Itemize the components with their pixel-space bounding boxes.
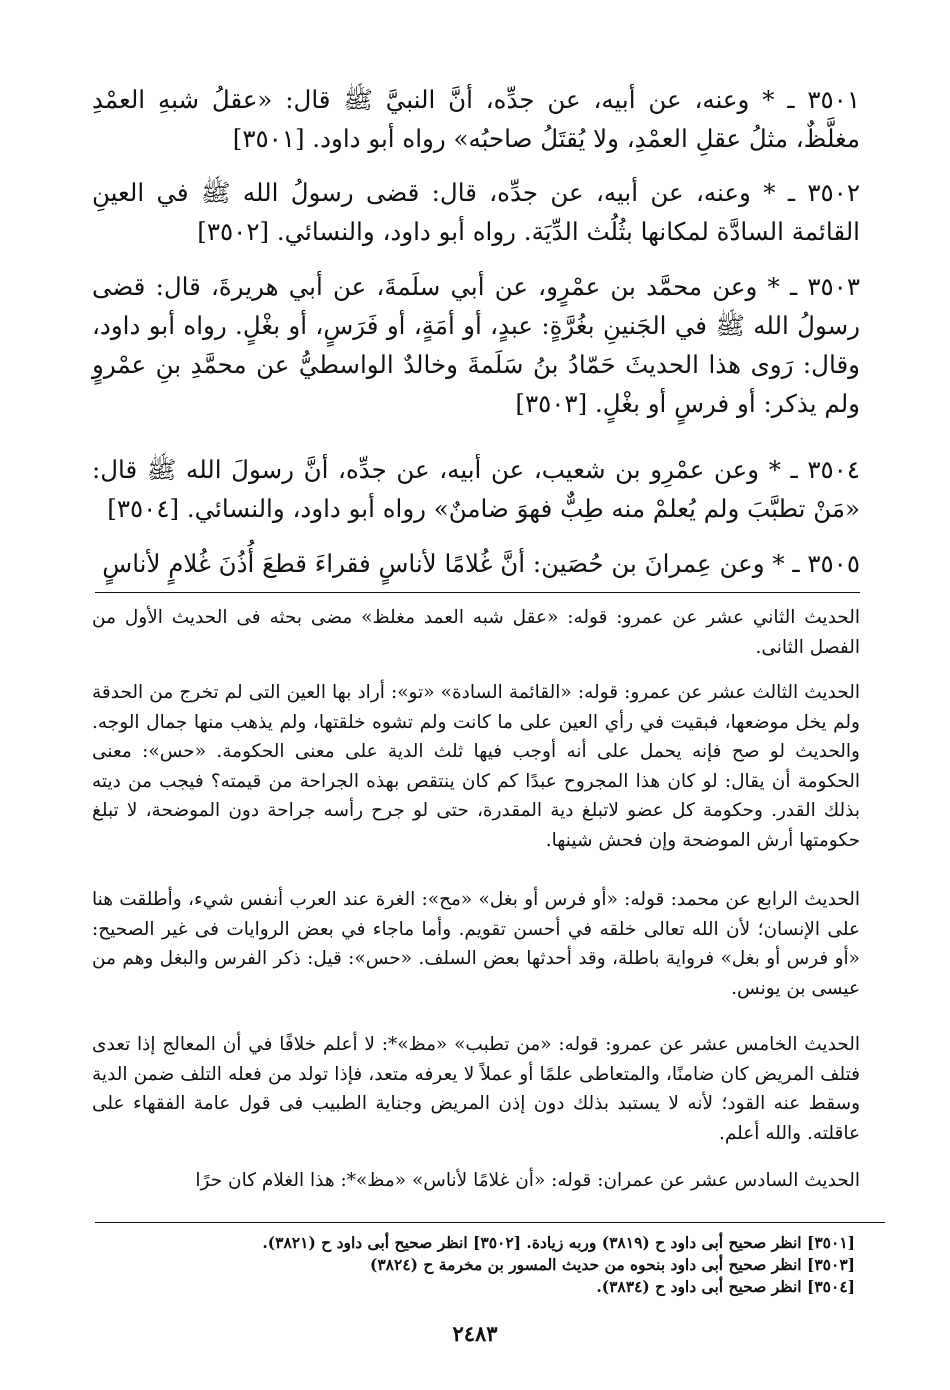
hadith-text: ٣٥٠٢ ـ * وعنه، عن أبيه، عن جدِّه، قال: قضى رسولُ الله ﷺ في العينِ القائمة السادَّة لمكانها بثُلُث الدِّيَة. رواه أبو داود، والنسائي. [٣٥٠٢] — [92, 178, 860, 246]
footnote-3501-3502: [٣٥٠١] انظر صحيح أبى داود ح (٣٨١٩) وربه زيادة. [٣٥٠٢] انظر صحيح أبى داود ح (٣٨٢١). — [262, 1233, 855, 1252]
commentary-14 — [92, 885, 860, 1003]
commentary-text: الحديث الثالث عشر عن عمرو: قوله: «القائمة السادة» «تو»: أراد بها العين التى لم تخرج من الحدقة ولم يخل موضعها، فبقيت في رأي العين على ما كانت ولم تشوه خلقتها، ولم يذهب منها جمال الوجه. والحديث لو صح فإنه يحمل على أنه أوجب فيها ثلث الدية على معنى الحكومة. «حس»: معنى الحكومة أن يقال: لو كان هذا المجروح عبدًا كم كان ينتقص بهذه الجراحة من قيمته؟ فيجب من ديته بذلك القدر. وحكومة كل عضو لاتبلغ دية المقدرة، حتى لو جرح رأسه جراحة دون الموضحة، لا تبلغ حكومتها أرش الموضحة وإن فحش شينها. — [92, 682, 860, 851]
commentary-15 — [92, 1030, 860, 1148]
commentary-12 — [92, 603, 860, 662]
hadith-3502 — [92, 173, 860, 251]
commentary-16 — [92, 1166, 860, 1196]
hadith-3501 — [92, 80, 860, 158]
footnote-3503: [٣٥٠٣] انظر صحيح أبى داود بنحوه من حديث المسور بن مخرمة ح (٣٨٢٤) — [370, 1255, 855, 1274]
footnote-separator — [95, 1222, 885, 1223]
commentary-text: الحديث الرابع عن محمد: قوله: «أو فرس أو بغل» «مح»: الغرة عند العرب أنفس شيء، وأطلقت هنا على الإنسان؛ لأن الله تعالى خلقه في أحسن تقويم. وأما ماجاء في بعض الروايات فى غير الصحيح: «أو فرس أو بغل» فرواية باطلة، وقد أحدثها بعض السلف. «حس»: قيل: ذكر الفرس والبغل وهم من عيسى بن يونس. — [92, 889, 860, 999]
commentary-13 — [92, 678, 860, 855]
hadith-3505 — [92, 544, 860, 583]
footnote-3504: [٣٥٠٤] انظر صحيح أبى داود ح (٣٨٣٤). — [596, 1277, 855, 1296]
commentary-text: الحديث الخامس عشر عن عمرو: قوله: «من تطبب» «مظ»*: لا أعلم خلافًا في أن المعالج إذا تعدى فتلف المريض كان ضامنًا، والمتعاطى علمًا أو عملاً لا يعرفه متعد، فإذا تولد من فعله التلف ضمن الدية وسقط عنه القود؛ لأنه لا يستبد بذلك دون إذن المريض وجناية الطبيب فى قول عامة الفقهاء على عاقلته. والله أعلم. — [92, 1034, 860, 1144]
hadith-text: ٣٥٠٥ ـ * وعن عِمرانَ بن حُصَين: أنَّ غُلامًا لأناسٍ فقراءَ قطعَ أُذُنَ غُلامٍ لأناسٍ — [102, 549, 860, 578]
page-number: ٢٤٨٣ — [452, 1321, 498, 1346]
hadith-3504 — [92, 450, 860, 528]
hadith-text: ٣٥٠١ ـ * وعنه، عن أبيه، عن جدِّه، أنَّ النبيَّ ﷺ قال: «عقلُ شبهِ العمْدِ مغلَّظٌ، مثلُ عقلِ العمْدِ، ولا يُقتَلُ صاحبُه» رواه أبو داود. [٣٥٠١] — [92, 85, 860, 153]
hadith-3503 — [92, 267, 860, 423]
text-commentary-separator — [95, 592, 860, 593]
commentary-text: الحديث الثاني عشر عن عمرو: قوله: «عقل شبه العمد مغلظ» مضى بحثه فى الحديث الأول من الفصل الثانى. — [92, 607, 860, 658]
hadith-text: ٣٥٠٣ ـ * وعن محمَّد بن عمْرٍو، عن أبي سلَمةَ، عن أبي هريرةَ، قال: قضى رسولُ الله ﷺ في الجَنينِ بغُرَّةٍ: عبدٍ، أو أمَةٍ، أو فَرَسٍ، أو بغْلٍ. رواه أبو داود، وقال: رَوى هذا الحديثَ حَمّادُ بنُ سَلَمةَ وخالدٌ الواسطيُّ عن محمَّدِ بنِ عمْروٍ ولم يذكر: أو فرسٍ أو بغْلٍ. [٣٥٠٣] — [92, 272, 860, 418]
hadith-text: ٣٥٠٤ ـ * وعن عمْرِو بن شعيب، عن أبيه، عن جدِّه، أنَّ رسولَ الله ﷺ قال: «مَنْ تطبَّبَ ولم يُعلمْ منه طِبٌّ فهوَ ضامنٌ» رواه أبو داود، والنسائي. [٣٥٠٤] — [92, 455, 860, 523]
commentary-text: الحديث السادس عشر عن عمران: قوله: «أن غلامًا لأناس» «مظ»*: هذا الغلام كان حرًا — [195, 1170, 860, 1191]
